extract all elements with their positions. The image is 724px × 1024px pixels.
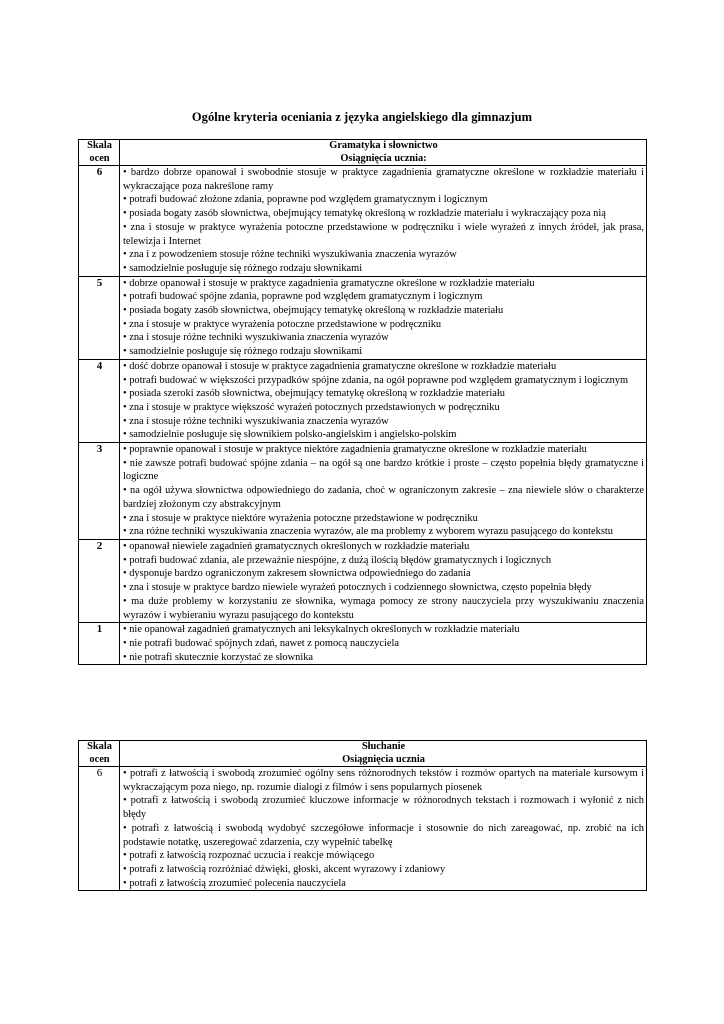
table-row xyxy=(79,767,647,891)
criteria-item: • zna i stosuje w praktyce wyrażenia potoczne przedstawione w podręczniku xyxy=(123,318,442,330)
criteria-cell xyxy=(120,767,647,891)
table-header-row xyxy=(79,140,647,166)
criteria-item: • zna i stosuje w praktyce bardzo niewiele wyrażeń potocznych i codziennego słownictwa, często popełnia błędy xyxy=(123,582,592,594)
grade-cell: 5 xyxy=(79,276,120,359)
criteria-item: • na ogół używa słownictwa odpowiedniego do zadania, choć w ograniczonym zakresie – zna niewiele słów o charakterze bardziej złożonym czy abstrakcyjnym xyxy=(123,485,644,510)
criteria-item: • bardzo dobrze opanował i swobodnie stosuje w praktyce zagadnienia gramatyczne określone w rozkładzie materiału i wykraczające poza nakreślone ramy xyxy=(123,167,644,192)
scale-header-line2: ocen xyxy=(89,753,110,765)
criteria-item: • zna i z powodzeniem stosuje różne techniki wyszukiwania znaczenia wyrazów xyxy=(123,249,457,261)
criteria-item: • samodzielnie posługuje się różnego rodzaju słownikami xyxy=(123,262,363,274)
criteria-item: • potrafi z łatwością rozpoznać uczucia i reakcje mówiącego xyxy=(123,850,375,862)
scale-header xyxy=(79,741,120,767)
grade-cell: 6 xyxy=(79,166,120,277)
criteria-item: • posiada bogaty zasób słownictwa, obejmujący tematykę określoną w rozkładzie materiału i wykraczający poza nią xyxy=(123,208,606,220)
criteria-item: • potrafi budować w większości przypadków spójne zdania, na ogół poprawne pod względem gramatycznym i logicznym xyxy=(123,374,629,386)
criteria-item: • potrafi z łatwością rozróżniać dźwięki, głoski, akcent wyrazowy i zdaniowy xyxy=(123,863,446,875)
criteria-item: • zna i stosuje w praktyce większość wyrażeń potocznych przedstawionych w podręczniku xyxy=(123,401,500,413)
criteria-item: • potrafi budować spójne zdania, poprawne pod względem gramatycznym i logicznym xyxy=(123,291,483,303)
criteria-item: • potrafi budować zdania, ale przeważnie niespójne, z dużą ilością błędów gramatycznych i logicznych xyxy=(123,554,552,566)
grade-cell: 2 xyxy=(79,539,120,622)
table-row xyxy=(79,443,647,540)
table-row xyxy=(79,359,647,442)
criteria-cell xyxy=(120,359,647,442)
criteria-item: • potrafi z łatwością zrozumieć polecenia nauczyciela xyxy=(123,877,346,889)
grade-cell: 4 xyxy=(79,359,120,442)
criteria-item: • posiada szeroki zasób słownictwa, obejmujący tematykę określoną w rozkładzie materiału xyxy=(123,388,505,400)
criteria-item: • nie potrafi skutecznie korzystać ze słownika xyxy=(123,651,314,663)
grade-cell: 3 xyxy=(79,443,120,540)
criteria-item: • zna i stosuje w praktyce niektóre wyrażenia potoczne przedstawione w podręczniku xyxy=(123,512,478,524)
section-header xyxy=(120,741,647,767)
criteria-item: • posiada bogaty zasób słownictwa, obejmujący tematykę określoną w rozkładzie materiału xyxy=(123,305,504,317)
criteria-cell xyxy=(120,443,647,540)
listening-table xyxy=(78,740,647,891)
scale-header-line2: ocen xyxy=(89,152,110,164)
grade-cell: 6 xyxy=(79,767,120,891)
criteria-item: • samodzielnie posługuje się różnego rodzaju słownikami xyxy=(123,346,363,358)
table-row xyxy=(79,539,647,622)
scale-header xyxy=(79,140,120,166)
section-title: Słuchanie xyxy=(361,741,406,752)
table-header-row xyxy=(79,741,647,767)
criteria-item: • nie opanował zagadnień gramatycznych ani leksykalnych określonych w rozkładzie materiału xyxy=(123,624,520,636)
page-title: Ogólne kryteria oceniania z języka angielskiego dla gimnazjum xyxy=(191,110,533,124)
criteria-item: • zna i stosuje różne techniki wyszukiwania znaczenia wyrazów xyxy=(123,332,389,344)
section-title: Gramatyka i słownictwo xyxy=(329,140,438,151)
section-header xyxy=(120,140,647,166)
criteria-item: • zna i stosuje w praktyce wyrażenia potoczne przedstawione w podręczniku i wiele wyrażeń z innych źródeł, jak prasa, telewizja i Internet xyxy=(123,221,644,247)
criteria-item: • potrafi budować złożone zdania, poprawne pod względem gramatycznym i logicznym xyxy=(123,194,488,206)
criteria-cell xyxy=(120,166,647,277)
criteria-cell xyxy=(120,276,647,359)
criteria-cell xyxy=(120,539,647,622)
criteria-item: • potrafi z łatwością i swobodą zrozumieć kluczowe informacje w różnorodnych tekstach i rozmowach i wyłonić z nich błędy xyxy=(123,795,644,821)
scale-header-line1: Skala xyxy=(87,140,112,151)
criteria-item: • zna i stosuje różne techniki wyszukiwania znaczenia wyrazów xyxy=(123,415,389,427)
criteria-item: • potrafi z łatwością i swobodą wydobyć szczegółowe informacje i stosownie do nich zareagować, np. zrobić na ich podstawie notatkę, uszeregować zdarzenia, czy wypełnić tabelkę xyxy=(123,822,644,848)
criteria-item: • poprawnie opanował i stosuje w praktyce niektóre zagadnienia gramatyczne określone w rozkładzie materiału xyxy=(123,444,587,456)
grammar-vocabulary-table xyxy=(78,139,647,665)
criteria-item: • dość dobrze opanował i stosuje w praktyce zagadnienia gramatyczne określone w rozkładzie materiału xyxy=(123,360,557,372)
criteria-item: • nie potrafi budować spójnych zdań, nawet z pomocą nauczyciela xyxy=(123,637,399,649)
criteria-item: • dobrze opanował i stosuje w praktyce zagadnienia gramatyczne określone w rozkładzie materiału xyxy=(123,277,535,289)
table-row xyxy=(79,276,647,359)
criteria-cell xyxy=(120,623,647,665)
grade-cell: 1 xyxy=(79,623,120,665)
table-row xyxy=(79,166,647,277)
criteria-item: • dysponuje bardzo ograniczonym zakresem słownictwa odpowiedniego do zadania xyxy=(123,568,471,580)
criteria-item: • zna różne techniki wyszukiwania znaczenia wyrazów, ale ma problemy z wyborem wyrazu pasującego do kontekstu xyxy=(123,526,613,538)
criteria-item: • opanował niewiele zagadnień gramatycznych określonych w rozkładzie materiału xyxy=(123,540,470,552)
criteria-item: • nie zawsze potrafi budować spójne zdania – na ogół są one bardzo krótkie i proste – często popełnia błędy gramatyczne i logiczne xyxy=(123,457,644,483)
table-row xyxy=(79,623,647,665)
criteria-item: • potrafi z łatwością i swobodą zrozumieć ogólny sens różnorodnych tekstów i rozmów opartych na materiale kursowym i wykraczającym poza niego, np. rozumie dialogi z filmów i sens popularnych piosenek xyxy=(123,768,644,793)
section-subtitle: Osiągnięcia ucznia xyxy=(342,753,425,765)
criteria-item: • ma duże problemy w korzystaniu ze słownika, wymaga pomocy ze strony nauczyciela przy wyszukiwaniu znaczenia wyrazów i wybieraniu wyrazu pasującego do kontekstu xyxy=(123,595,644,621)
scale-header-line1: Skala xyxy=(87,741,112,752)
criteria-item: • samodzielnie posługuje się słownikiem polsko-angielskim i angielsko-polskim xyxy=(123,429,457,441)
section-subtitle: Osiągnięcia ucznia: xyxy=(340,152,427,164)
